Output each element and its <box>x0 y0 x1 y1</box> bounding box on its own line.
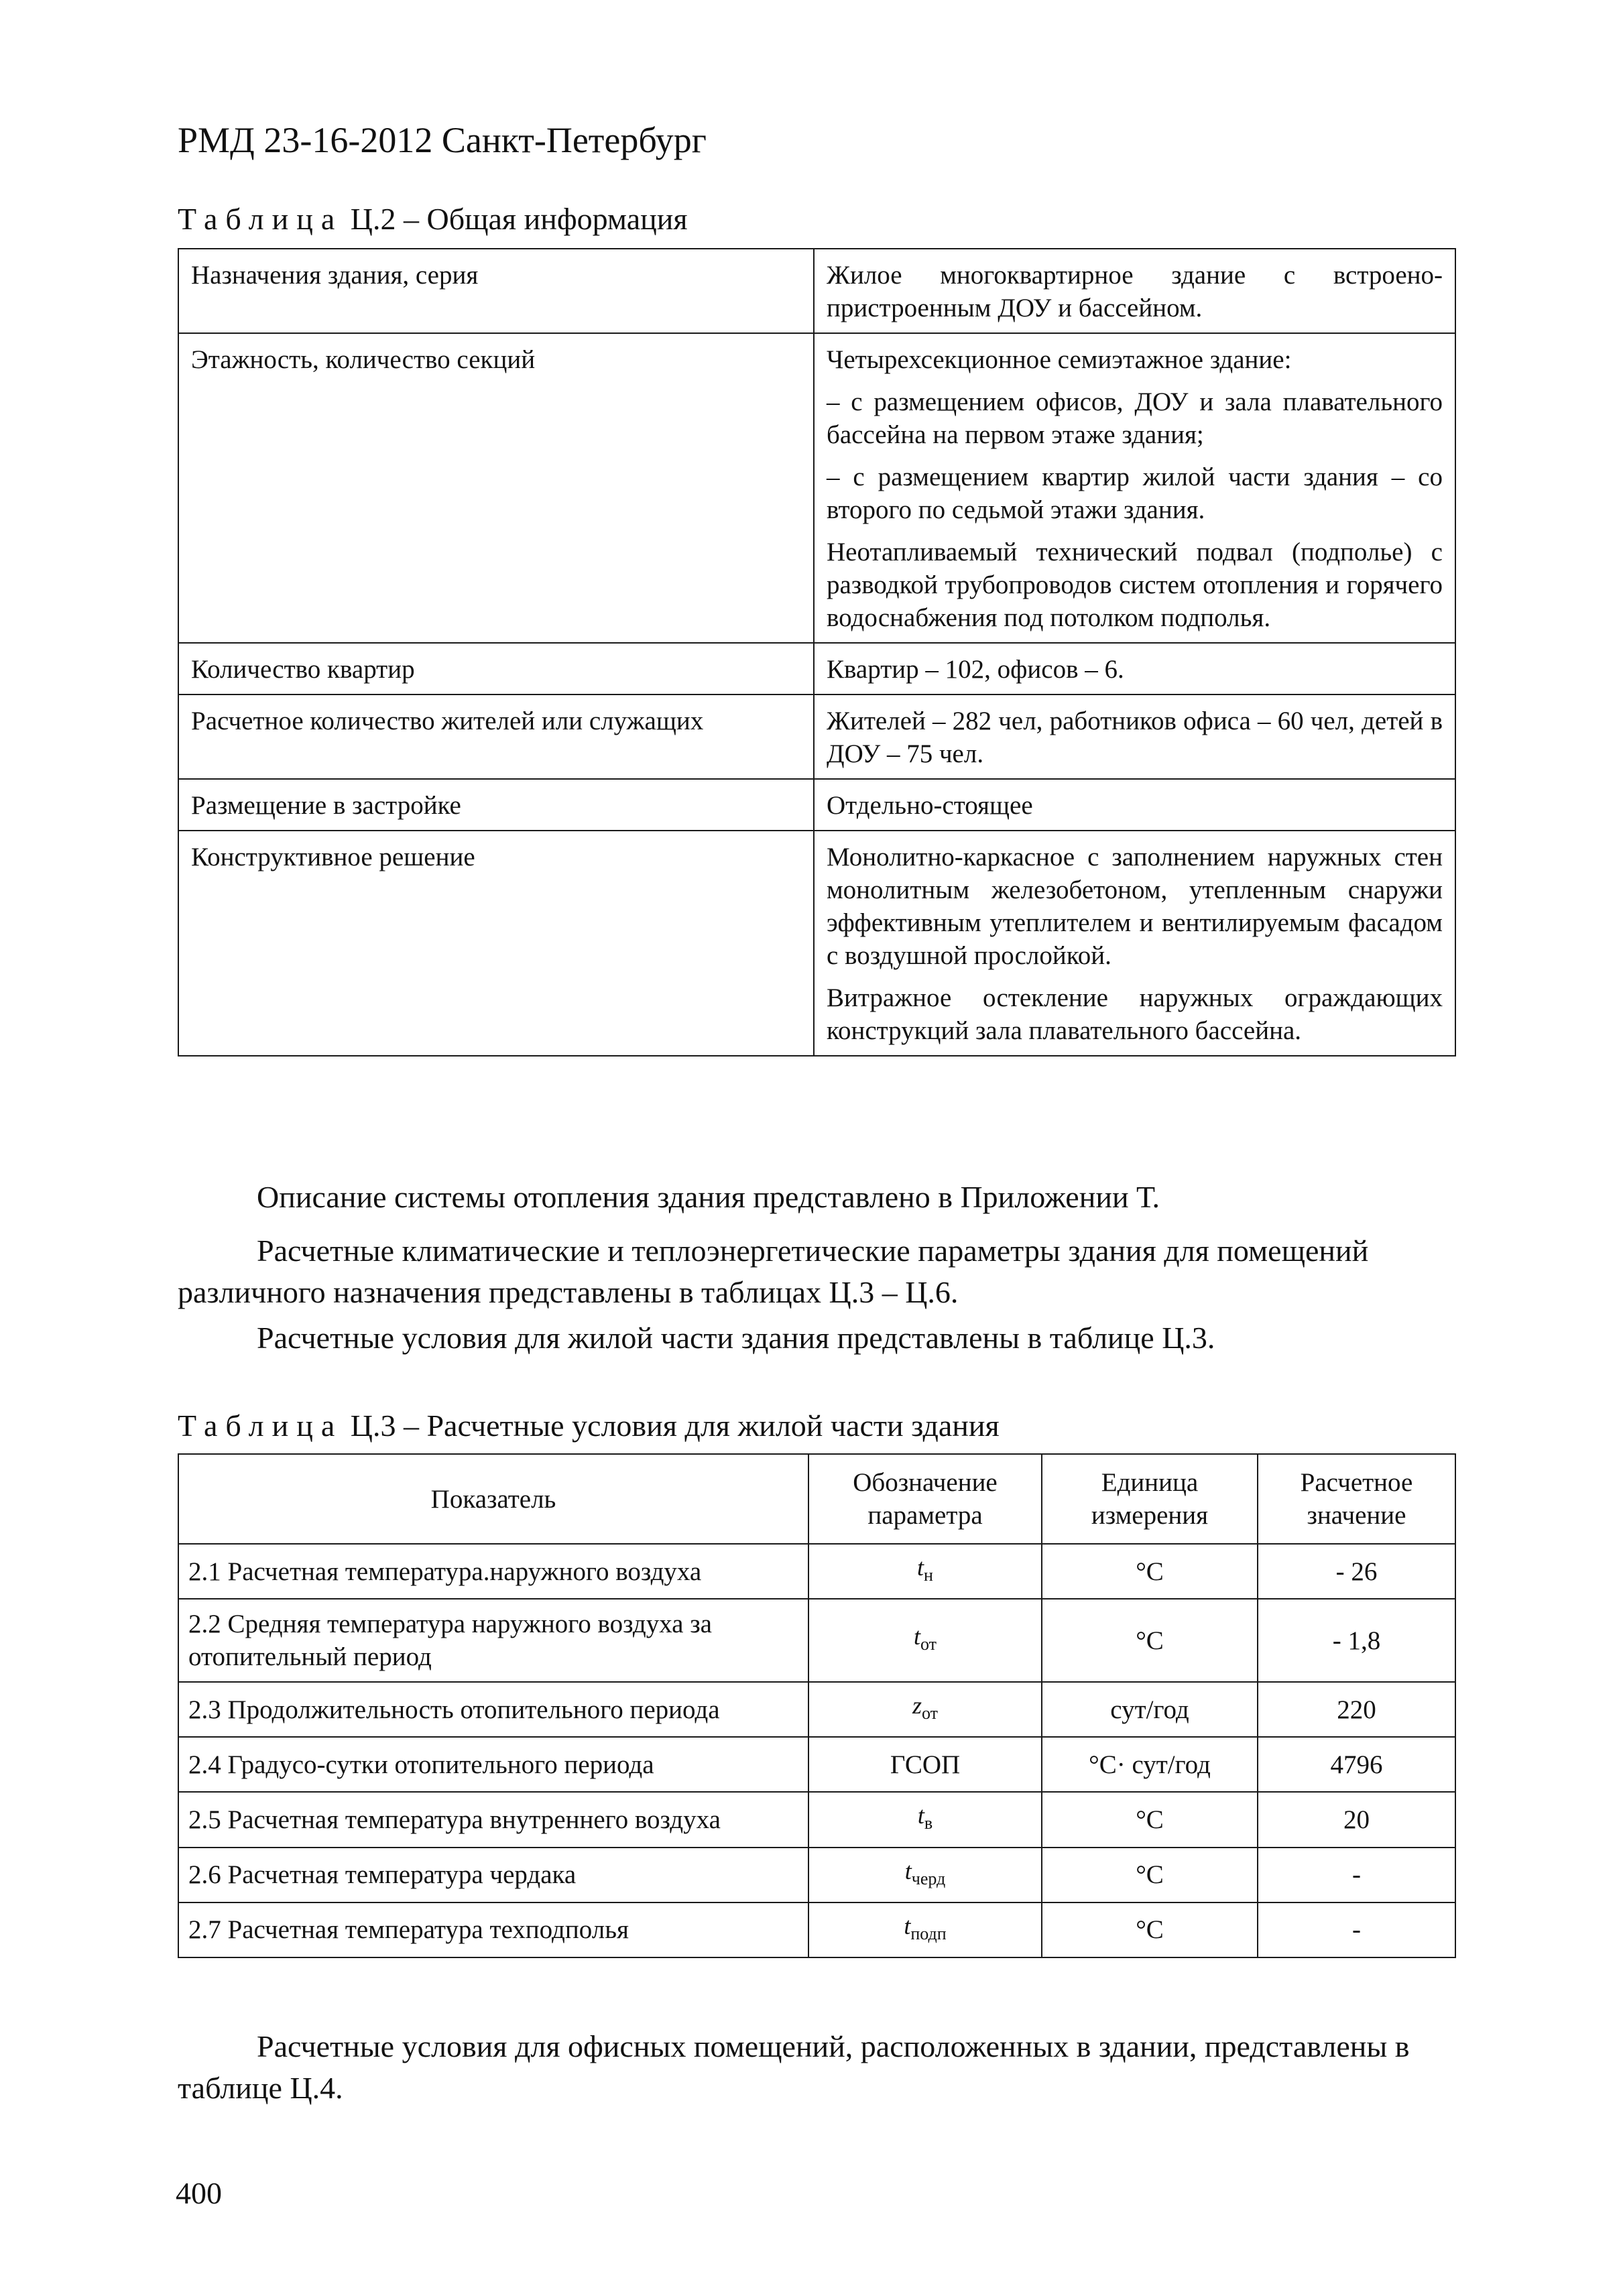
body-paragraph <box>178 1317 1455 1359</box>
table-header-row <box>178 1454 1455 1544</box>
paragraph-text: Расчетные условия для офисных помещений, расположенных в здании, представлены в таблице Ц.4. <box>178 2029 1410 2105</box>
symbol: t <box>917 1802 924 1829</box>
value-cell: 220 <box>1258 1682 1455 1737</box>
value-cell: - <box>1258 1848 1455 1902</box>
row-label: Расчетное количество жителей или служащих <box>178 694 814 779</box>
row-value <box>814 694 1455 779</box>
value-paragraph: Четырехсекционное семиэтажное здание: <box>827 345 1292 374</box>
column-header: Расчетное значение <box>1258 1454 1455 1544</box>
row-value <box>814 779 1455 831</box>
symbol: z <box>912 1692 922 1719</box>
table-3-caption <box>178 1408 1000 1443</box>
row-label: Количество квартир <box>178 643 814 694</box>
value-paragraph: Неотапливаемый технический подвал (подполье) с разводкой трубопроводов систем отопления и горячего водоснабжения под потолком подполья. <box>827 538 1443 632</box>
indicator-cell: 2.3 Продолжительность отопительного периода <box>178 1682 808 1737</box>
symbol-subscript: в <box>924 1813 933 1833</box>
table-row <box>178 1682 1455 1737</box>
row-label: Этажность, количество секций <box>178 333 814 643</box>
unit-cell: °С <box>1042 1792 1258 1847</box>
body-paragraph <box>178 1230 1455 1313</box>
symbol-cell <box>808 1848 1042 1902</box>
document-header: РМД 23-16-2012 Санкт-Петербург <box>178 120 707 160</box>
value-paragraph: Жилое многоквартирное здание с встроено-пристроенным ДОУ и бассейном. <box>827 261 1443 322</box>
symbol-cell <box>808 1792 1042 1847</box>
page-number: 400 <box>176 2176 222 2210</box>
row-label: Назначения здания, серия <box>178 249 814 333</box>
table-3-caption-word: Таблица <box>178 1408 343 1443</box>
unit-cell: °С· сут/год <box>1042 1737 1258 1792</box>
body-paragraph <box>178 2026 1455 2109</box>
symbol-cell <box>808 1544 1042 1599</box>
indicator-cell: 2.1 Расчетная температура.наружного воздуха <box>178 1544 808 1599</box>
table-2-caption-word: Таблица <box>178 202 343 236</box>
row-value <box>814 249 1455 333</box>
unit-cell: °С <box>1042 1599 1258 1682</box>
body-paragraph <box>178 1176 1455 1218</box>
table-row <box>178 1848 1455 1902</box>
indicator-cell: 2.5 Расчетная температура внутреннего воздуха <box>178 1792 808 1847</box>
table-row <box>178 779 1455 831</box>
symbol-subscript: черд <box>911 1868 946 1888</box>
table-3-caption-title: Ц.3 – Расчетные условия для жилой части здания <box>343 1408 1000 1443</box>
table-2-caption-title: Ц.2 – Общая информация <box>343 202 688 236</box>
symbol-cell <box>808 1682 1042 1737</box>
symbol-subscript: подп <box>910 1923 947 1943</box>
table-row <box>178 1792 1455 1847</box>
value-cell: 20 <box>1258 1792 1455 1847</box>
symbol: t <box>913 1623 920 1650</box>
table-row <box>178 1902 1455 1957</box>
value-cell: 4796 <box>1258 1737 1455 1792</box>
row-label: Конструктивное решение <box>178 831 814 1056</box>
value-paragraph: Жителей – 282 чел, работников офиса – 60 чел, детей в ДОУ – 75 чел. <box>827 707 1443 768</box>
column-header: Единица измерения <box>1042 1454 1258 1544</box>
symbol-cell <box>808 1902 1042 1957</box>
table-row <box>178 1599 1455 1682</box>
paragraph-text: Расчетные условия для жилой части здания представлены в таблице Ц.3. <box>257 1321 1215 1355</box>
row-value <box>814 333 1455 643</box>
general-info-table <box>178 248 1456 1056</box>
value-paragraph: Монолитно-каркасное с заполнением наружных стен монолитным железобетоном, утепленным снаружи эффективным утеплителем и вентилируемым фасадом с воздушной прослойкой. <box>827 843 1443 970</box>
unit-cell: °С <box>1042 1848 1258 1902</box>
unit-cell: °С <box>1042 1902 1258 1957</box>
symbol-cell <box>808 1737 1042 1792</box>
indicator-cell: 2.7 Расчетная температура техподполья <box>178 1902 808 1957</box>
column-header: Обозначение параметра <box>808 1454 1042 1544</box>
paragraph-text: Описание системы отопления здания представлено в Приложении Т. <box>257 1180 1160 1214</box>
value-paragraph: Витражное остекление наружных ограждающих конструкций зала плавательного бассейна. <box>827 983 1443 1045</box>
indicator-cell: 2.2 Средняя температура наружного воздуха за отопительный период <box>178 1599 808 1682</box>
value-paragraph: Квартир – 102, офисов – 6. <box>827 655 1124 684</box>
table-row <box>178 643 1455 694</box>
value-paragraph: – с размещением офисов, ДОУ и зала плавательного бассейна на первом этаже здания; <box>827 387 1443 449</box>
value-paragraph: Отдельно-стоящее <box>827 791 1033 820</box>
value-cell: - 1,8 <box>1258 1599 1455 1682</box>
symbol: t <box>904 1912 911 1939</box>
symbol-subscript: н <box>924 1565 933 1585</box>
table-row <box>178 1737 1455 1792</box>
symbol-subscript: от <box>921 1703 939 1724</box>
row-label: Размещение в застройке <box>178 779 814 831</box>
indicator-cell: 2.4 Градусо-сутки отопительного периода <box>178 1737 808 1792</box>
table-row <box>178 333 1455 643</box>
symbol: ГСОП <box>890 1750 961 1779</box>
table-row <box>178 1544 1455 1599</box>
column-header: Показатель <box>178 1454 808 1544</box>
paragraph-text: Расчетные климатические и теплоэнергетические параметры здания для помещений различного назначения представлены в таблицах Ц.3 – Ц.6. <box>178 1233 1369 1309</box>
value-paragraph: – с размещением квартир жилой части здания – со второго по седьмой этажи здания. <box>827 463 1443 524</box>
symbol: t <box>917 1554 924 1581</box>
symbol-subscript: от <box>920 1634 937 1654</box>
table-row <box>178 831 1455 1056</box>
indicator-cell: 2.6 Расчетная температура чердака <box>178 1848 808 1902</box>
design-conditions-table <box>178 1453 1456 1958</box>
table-row <box>178 694 1455 779</box>
value-cell: - 26 <box>1258 1544 1455 1599</box>
table-row <box>178 249 1455 333</box>
symbol-cell <box>808 1599 1042 1682</box>
table-2-caption <box>178 201 688 237</box>
value-cell: - <box>1258 1902 1455 1957</box>
unit-cell: °С <box>1042 1544 1258 1599</box>
symbol: t <box>904 1857 912 1884</box>
row-value <box>814 831 1455 1056</box>
unit-cell: сут/год <box>1042 1682 1258 1737</box>
row-value <box>814 643 1455 694</box>
